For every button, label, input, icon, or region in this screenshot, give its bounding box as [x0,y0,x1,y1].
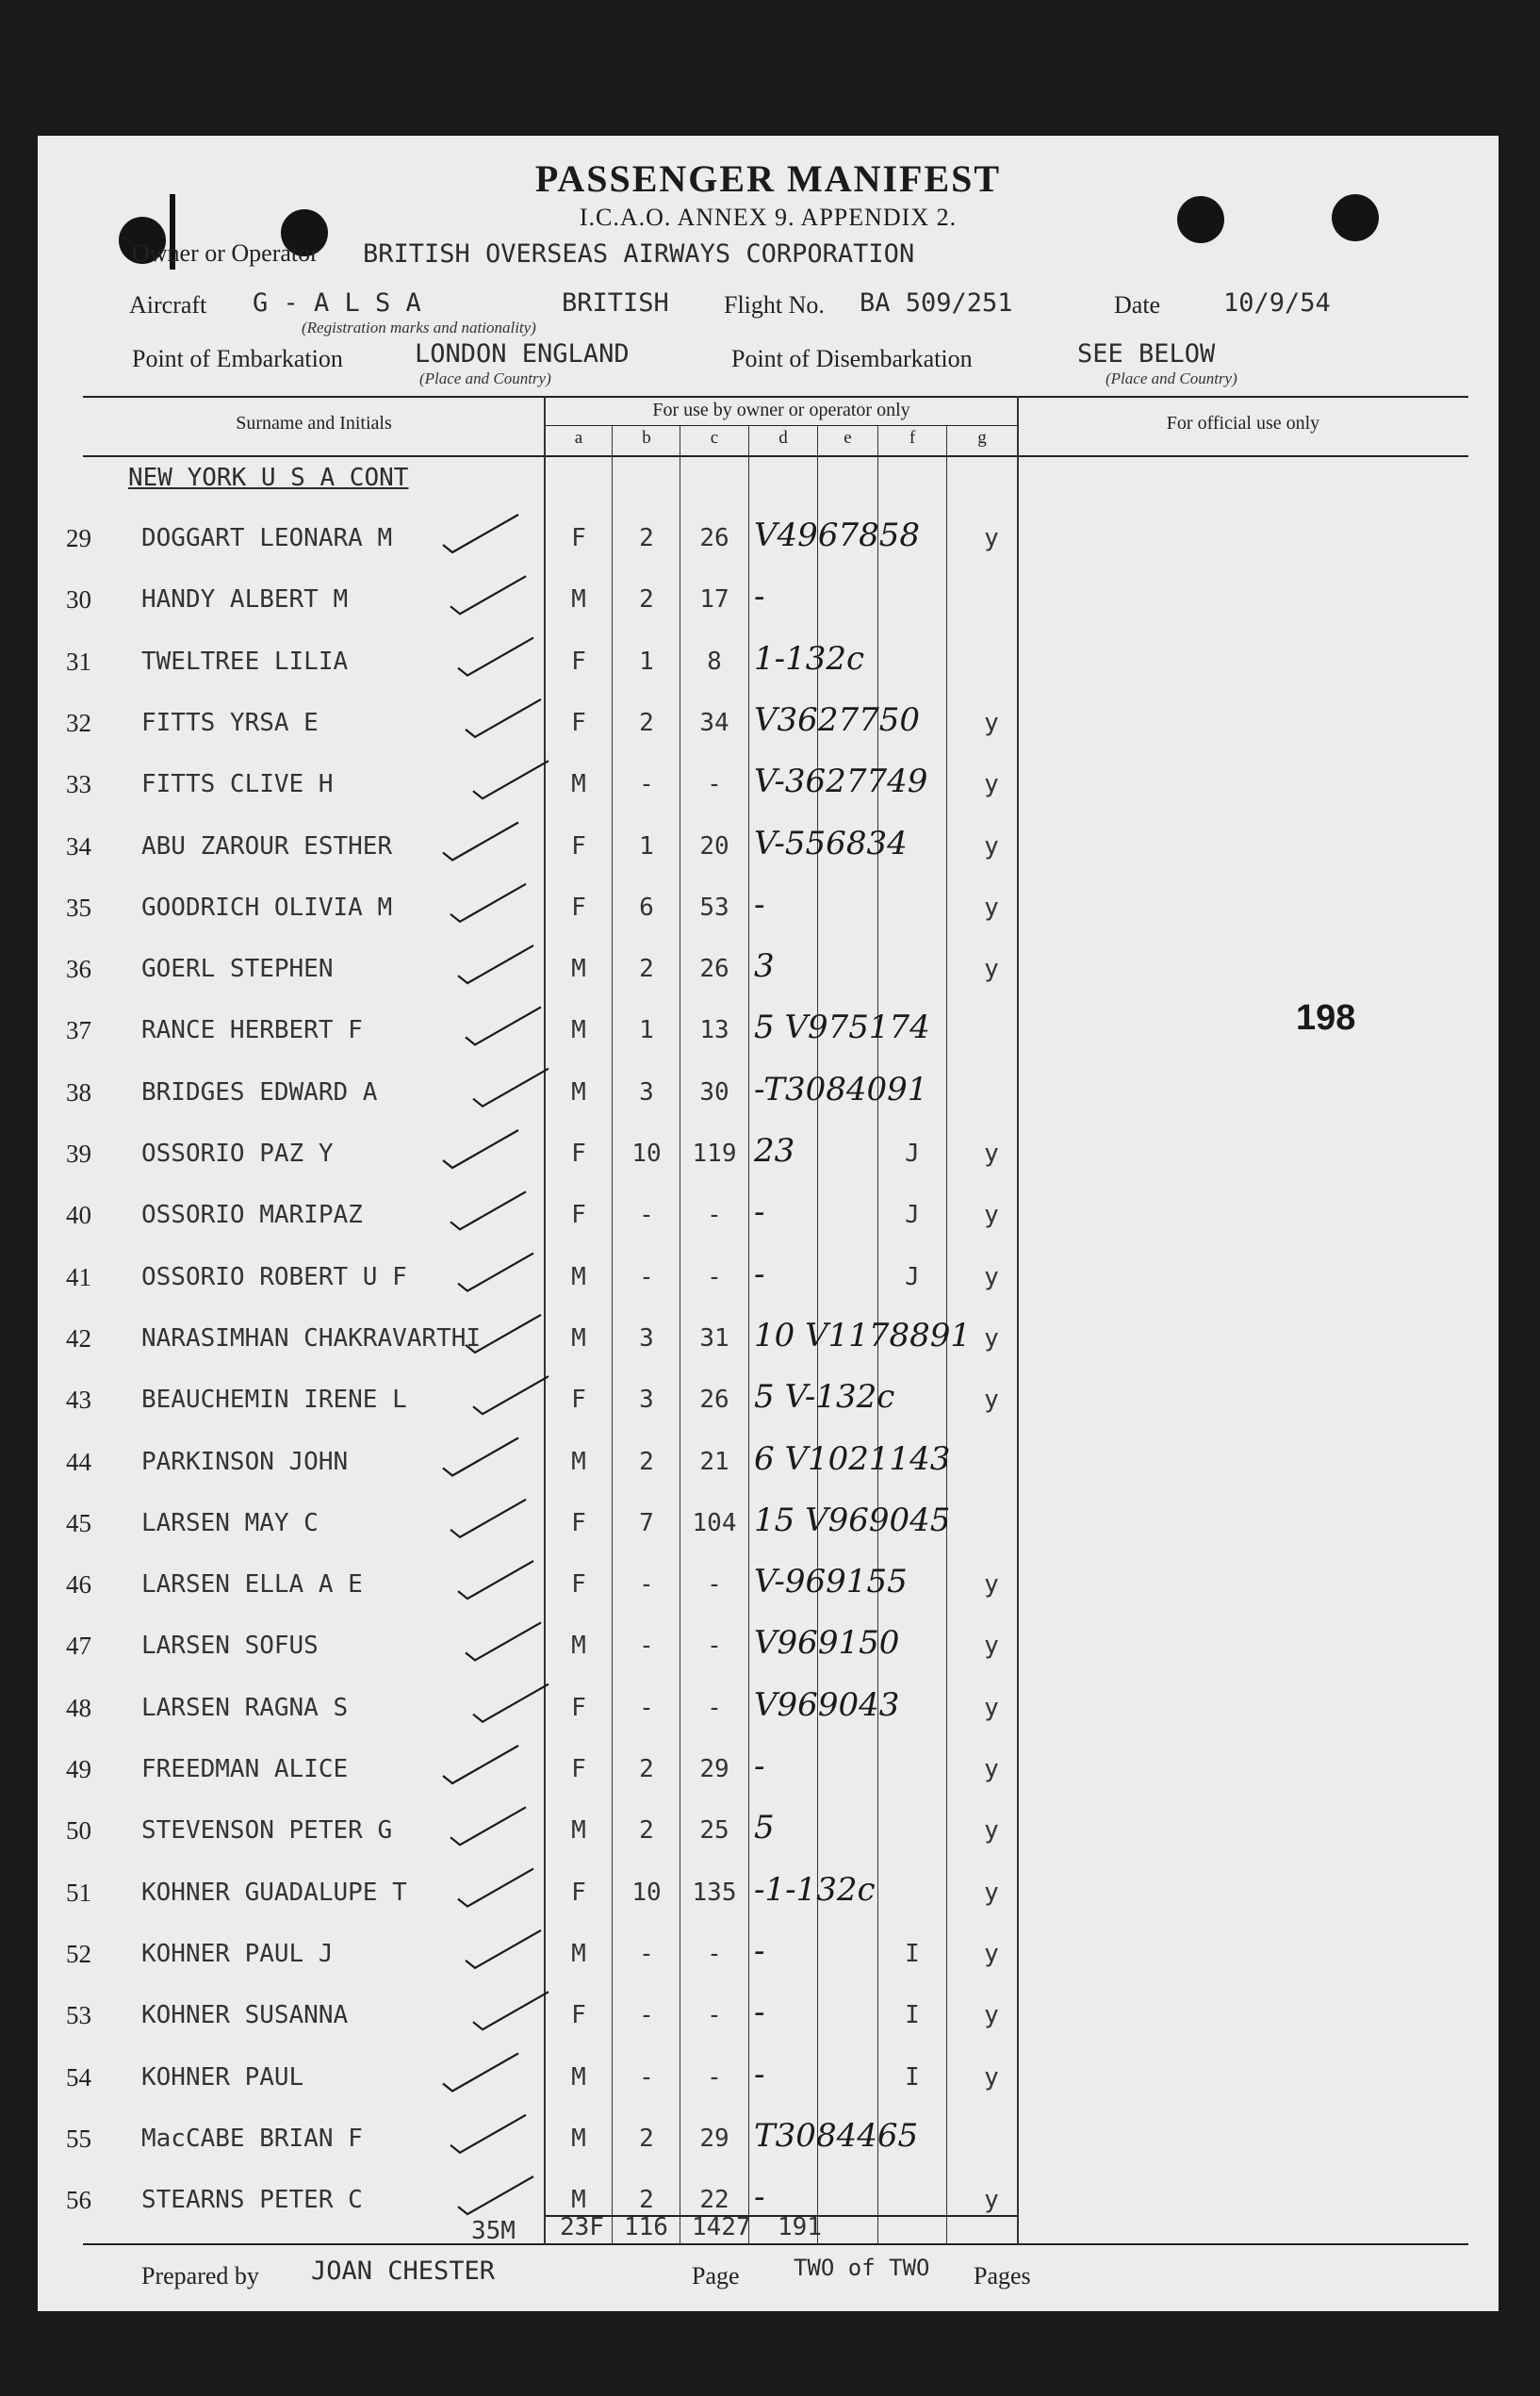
cell-name: STEARNS PETER C [141,2186,363,2215]
cell-n: 43 [66,1386,91,1415]
cell-d: - [754,1193,765,1232]
cell-c: 31 [699,1323,729,1353]
cell-n: 36 [66,955,91,984]
cell-a: F [571,1878,586,1907]
cell-b: 2 [639,524,654,552]
cell-g: y [984,831,999,861]
cell-g: y [984,893,999,922]
cell-d: - [754,2178,765,2217]
subcol-c: c [710,428,719,448]
cell-d: 10 V1178891 [754,1316,972,1354]
cell-b: - [639,1570,654,1600]
cell-d: V-556834 [754,824,908,862]
checkmark [466,1007,541,1044]
cell-g: y [984,1878,999,1907]
cell-b: 2 [639,708,654,737]
cell-g: y [984,1140,999,1168]
cell-f: I [905,1939,920,1968]
checkmark [443,2054,518,2092]
cell-c: - [707,2062,722,2092]
cell-d: V4967858 [754,517,920,554]
cell-c: 34 [699,708,729,737]
cell-n: 46 [66,1570,91,1600]
aircraft-note: (Registration marks and nationality) [302,319,536,336]
cell-c: - [707,1570,722,1600]
cell-a: M [571,1016,586,1045]
cell-name: NARASIMHAN CHAKRAVARTHI [141,1323,482,1353]
official-column-header: For official use only [1166,413,1320,434]
checkmark-layer [38,136,1499,2311]
cell-g: y [984,1939,999,1968]
cell-n: 42 [66,1323,91,1353]
disembark-note: (Place and Country) [1106,369,1237,387]
cell-g: y [984,770,999,799]
cell-name: LARSEN MAY C [141,1508,319,1537]
cell-d: -1-132c [754,1870,876,1909]
cell-a: M [571,1447,586,1476]
cell-b: - [639,1693,654,1722]
cell-d: 5 V-132c [754,1378,895,1417]
cell-g: y [984,2062,999,2092]
cell-b: 1 [639,647,654,676]
checkmark [451,884,526,922]
cell-d: - [754,1748,765,1785]
manifest-sheet [38,136,1499,2311]
cell-b: 6 [639,893,654,922]
checkmark [443,1746,518,1783]
flight-value: BA 509/251 [860,288,1013,318]
page-label: Page [692,2262,740,2289]
cell-n: 55 [66,2124,91,2153]
date-value: 10/9/54 [1223,288,1331,318]
cell-d: - [754,578,765,616]
cell-c: - [707,1632,722,1661]
total-male: 35M [471,2217,516,2245]
cell-d: 1-132c [754,639,865,678]
checkmark [473,1376,549,1414]
subcol-g: g [977,428,987,448]
cell-g: y [984,1386,999,1415]
cell-a: M [571,770,586,799]
cell-c: - [707,1201,722,1230]
cell-g: y [984,1755,999,1783]
aircraft-label: Aircraft [129,291,207,319]
cell-a: F [571,524,586,552]
cell-d: 23 [754,1132,795,1170]
cell-c: - [707,1693,722,1722]
prepared-value: JOAN CHESTER [311,2257,496,2286]
cell-g: y [984,1693,999,1722]
cell-c: 53 [699,893,729,922]
date-label: Date [1114,291,1161,319]
subcol-e: e [844,428,852,448]
checkmark [443,515,518,552]
cell-n: 50 [66,1816,91,1846]
operator-column-header: For use by owner or operator only [652,400,910,420]
checkmark [443,1130,518,1168]
cell-name: KOHNER PAUL J [141,1939,334,1968]
cell-d: T3084465 [754,2116,919,2155]
cell-n: 37 [66,1016,91,1045]
checkmark [443,823,518,861]
cell-f: J [905,1262,920,1291]
cell-n: 34 [66,831,91,861]
cell-g: y [984,524,999,552]
cell-c: - [707,1939,722,1968]
cell-c: 104 [692,1508,737,1537]
cell-b: 7 [639,1508,654,1537]
cell-c: - [707,2001,722,2030]
cell-name: ABU ZAROUR ESTHER [141,831,393,861]
cell-c: 20 [699,831,729,861]
cell-n: 35 [66,893,91,922]
cell-name: FREEDMAN ALICE [141,1755,349,1783]
cell-n: 49 [66,1755,91,1783]
cell-b: 2 [639,955,654,984]
cell-a: F [571,1201,586,1230]
checkmark [458,1254,533,1291]
checkmark [473,761,549,798]
cell-a: F [571,1508,586,1537]
cell-a: F [571,831,586,861]
owner-label: Owner or Operator [132,239,319,267]
official-number: 198 [1296,998,1356,1038]
cell-g: y [984,1632,999,1661]
cell-d: - [754,885,765,924]
cell-b: - [639,1201,654,1230]
cell-n: 52 [66,1939,91,1968]
cell-b: - [639,1939,654,1968]
cell-name: OSSORIO PAZ Y [141,1140,334,1168]
checkmark [451,1500,526,1537]
cell-d: 6 V1021143 [754,1439,951,1478]
cell-d: V969150 [754,1624,900,1663]
cell-a: F [571,708,586,737]
cell-g: y [984,2186,999,2215]
cell-name: LARSEN ELLA A E [141,1570,363,1600]
cell-b: - [639,2001,654,2030]
cell-n: 32 [66,708,91,737]
cell-a: M [571,2062,586,2092]
checkmark [466,699,541,737]
cell-name: KOHNER SUSANNA [141,2001,349,2030]
checkmark [466,1315,541,1353]
cell-d: V-3627749 [754,763,928,801]
cell-f: I [905,2001,920,2030]
cell-d: 15 V969045 [754,1501,951,1539]
cell-a: F [571,647,586,676]
cell-b: 1 [639,831,654,861]
cell-d: 5 [754,1809,775,1847]
cell-d: -T3084091 [754,1070,928,1108]
cell-c: - [707,770,722,799]
cell-g: y [984,1816,999,1846]
cell-a: M [571,1632,586,1661]
cell-g: y [984,1323,999,1353]
cell-d: - [754,1931,765,1970]
checkmark [473,1992,549,2029]
cell-a: M [571,1262,586,1291]
cell-a: M [571,955,586,984]
checkmark [443,1438,518,1476]
cell-a: F [571,1386,586,1415]
cell-c: 25 [699,1816,729,1846]
cell-n: 30 [66,585,91,615]
cell-name: HANDY ALBERT M [141,585,349,615]
checkmark [458,638,533,676]
cell-d: - [754,1255,765,1293]
owner-value: BRITISH OVERSEAS AIRWAYS CORPORATION [363,239,915,269]
checkmark [451,1191,526,1229]
cell-g: y [984,2001,999,2030]
cell-b: 2 [639,1755,654,1783]
cell-b: - [639,1632,654,1661]
cell-a: M [571,1077,586,1107]
cell-b: 3 [639,1077,654,1107]
cell-g: y [984,1201,999,1230]
subcol-d: d [778,428,788,448]
prepared-label: Prepared by [141,2262,259,2289]
cell-a: F [571,1140,586,1168]
cell-d: - [754,2055,765,2093]
cell-c: 29 [699,1755,729,1783]
page-subtitle: I.C.A.O. ANNEX 9. APPENDIX 2. [579,204,958,231]
cell-f: I [905,2062,920,2092]
nationality-value: BRITISH [562,288,669,318]
cell-b: 1 [639,1016,654,1045]
flight-label: Flight No. [724,291,825,319]
cell-b: 3 [639,1323,654,1353]
checkmark [451,1807,526,1845]
cell-n: 40 [66,1201,91,1230]
cell-d: V969043 [754,1685,900,1724]
cell-name: TWELTREE LILIA [141,647,349,676]
cell-a: F [571,1570,586,1600]
cell-name: GOERL STEPHEN [141,955,334,984]
cell-a: M [571,1323,586,1353]
cell-name: FITTS CLIVE H [141,770,334,799]
checkmark [451,576,526,614]
cell-name: BEAUCHEMIN IRENE L [141,1386,407,1415]
cell-b: - [639,2062,654,2092]
cell-c: 26 [699,955,729,984]
total-female: 23F [560,2213,604,2241]
cell-c: 135 [692,1878,737,1907]
cell-d: 5 V975174 [754,1009,930,1047]
cell-a: F [571,1693,586,1722]
cell-c: 22 [699,2186,729,2215]
cell-d: V3627750 [754,700,920,739]
cell-a: F [571,1755,586,1783]
cell-d: V-969155 [754,1563,908,1601]
checkmark [451,2115,526,2153]
cell-c: 13 [699,1016,729,1045]
cell-g: y [984,708,999,737]
embark-label: Point of Embarkation [132,345,343,372]
checkmark [466,1622,541,1660]
cell-n: 47 [66,1632,91,1661]
pages-label: Pages [974,2262,1031,2289]
disembark-value: SEE BELOW [1077,339,1216,369]
cell-b: 2 [639,2186,654,2215]
cell-name: LARSEN SOFUS [141,1632,319,1661]
cell-n: 39 [66,1140,91,1168]
cell-name: OSSORIO MARIPAZ [141,1201,363,1230]
cell-n: 44 [66,1447,91,1476]
cell-f: J [905,1140,920,1168]
page-value: TWO of TWO [794,2255,930,2281]
cell-g: y [984,1262,999,1291]
cell-name: STEVENSON PETER G [141,1816,393,1846]
cell-b: 10 [631,1140,662,1168]
destination-section: NEW YORK U S A CONT [128,464,409,492]
cell-a: M [571,2124,586,2153]
cell-name: DOGGART LEONARA M [141,524,393,552]
cell-g: y [984,955,999,984]
embark-value: LONDON ENGLAND [415,339,630,369]
cell-n: 33 [66,770,91,799]
cell-n: 48 [66,1693,91,1722]
total-d: 191 [778,2213,822,2241]
name-column-header: Surname and Initials [236,413,392,434]
cell-d: - [754,1994,765,2032]
subcol-b: b [642,428,651,448]
cell-c: 26 [699,524,729,552]
cell-b: - [639,770,654,799]
cell-a: F [571,893,586,922]
cell-n: 29 [66,524,91,552]
checkmark [473,1069,549,1107]
cell-b: 2 [639,585,654,615]
checkmark [458,2176,533,2214]
cell-a: M [571,585,586,615]
cell-name: BRIDGES EDWARD A [141,1077,378,1107]
checkmark [473,1684,549,1722]
cell-n: 53 [66,2001,91,2030]
cell-n: 45 [66,1508,91,1537]
page-title: PASSENGER MANIFEST [534,157,1002,200]
cell-c: 26 [699,1386,729,1415]
cell-c: 21 [699,1447,729,1476]
cell-name: KOHNER PAUL [141,2062,304,2092]
cell-a: M [571,1816,586,1846]
cell-g: y [984,1570,999,1600]
subcol-a: a [574,428,583,448]
aircraft-value: G - A L S A [253,288,421,318]
cell-c: - [707,1262,722,1291]
cell-b: 3 [639,1386,654,1415]
cell-c: 8 [707,647,722,676]
checkmark [466,1930,541,1968]
checkmark [458,945,533,983]
cell-a: F [571,2001,586,2030]
cell-c: 119 [692,1140,737,1168]
total-b: 116 [624,2213,668,2241]
checkmark [458,1561,533,1599]
cell-n: 54 [66,2062,91,2092]
cell-name: LARSEN RAGNA S [141,1693,349,1722]
subcol-f: f [909,428,916,448]
cell-name: OSSORIO ROBERT U F [141,1262,407,1291]
cell-name: PARKINSON JOHN [141,1447,349,1476]
cell-c: 30 [699,1077,729,1107]
cell-name: RANCE HERBERT F [141,1016,363,1045]
cell-a: M [571,2186,586,2215]
checkmark [458,1869,533,1907]
cell-n: 31 [66,647,91,676]
cell-f: J [905,1201,920,1230]
cell-name: FITTS YRSA E [141,708,319,737]
cell-b: 2 [639,1447,654,1476]
cell-a: M [571,1939,586,1968]
cell-b: 2 [639,2124,654,2153]
cell-d: 3 [754,947,775,986]
cell-n: 56 [66,2186,91,2215]
cell-b: - [639,1262,654,1291]
embark-note: (Place and Country) [419,369,551,387]
cell-n: 38 [66,1077,91,1107]
cell-n: 41 [66,1262,91,1291]
cell-c: 17 [699,585,729,615]
cell-b: 10 [631,1878,662,1907]
cell-name: KOHNER GUADALUPE T [141,1878,407,1907]
disembark-label: Point of Disembarkation [731,345,973,372]
cell-n: 51 [66,1878,91,1907]
cell-name: GOODRICH OLIVIA M [141,893,393,922]
cell-b: 2 [639,1816,654,1846]
cell-name: MacCABE BRIAN F [141,2124,363,2153]
cell-c: 29 [699,2124,729,2153]
total-c: 1427 [692,2213,751,2241]
